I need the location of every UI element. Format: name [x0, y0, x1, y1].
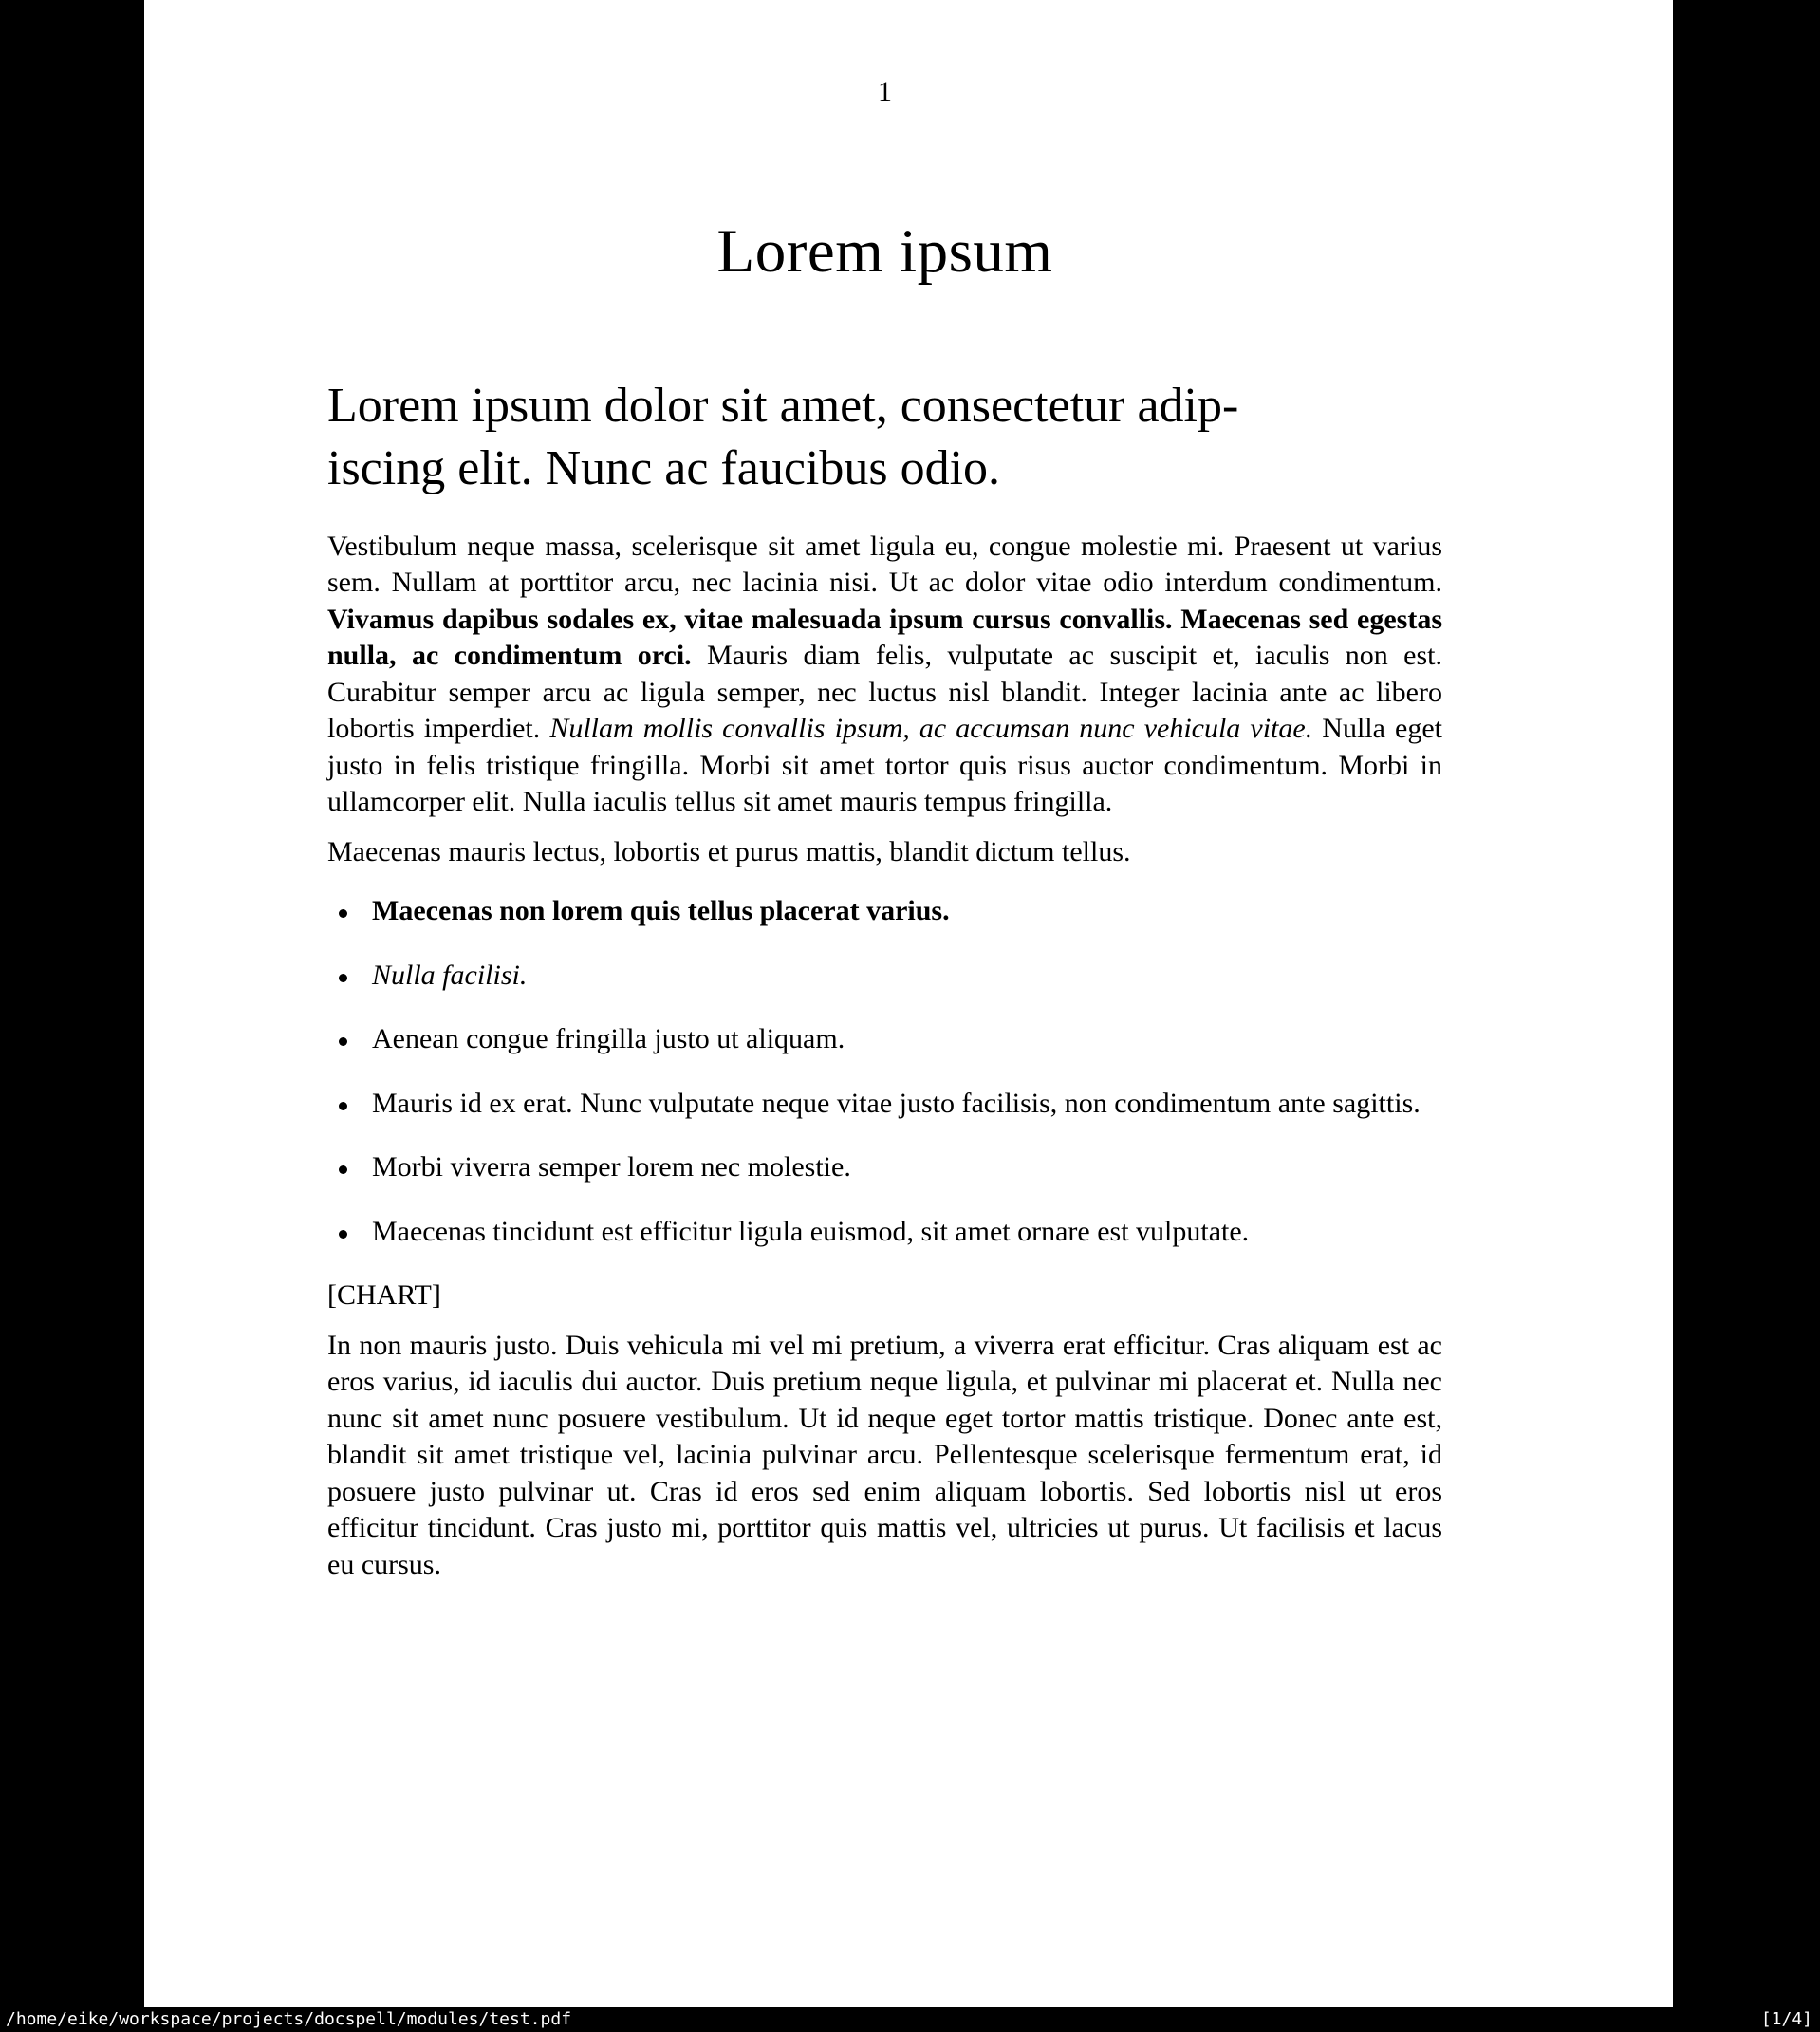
bullet-marker	[339, 1037, 347, 1046]
list-item	[327, 1214, 1442, 1251]
list-item	[327, 893, 1442, 930]
text-segment-normal: Nulla eget justo in felis tristique fringilla. Morbi sit amet tortor quis risus auctor condimentum. Morbi in ullamcorper elit. Nulla iaculis tellus sit amet mauris tempus fringilla.	[327, 713, 1442, 818]
list-item	[327, 1149, 1442, 1186]
bullet-marker	[339, 1102, 347, 1110]
paragraph-1	[327, 529, 1442, 821]
text-segment-normal: Vestibulum neque massa, scelerisque sit amet ligula eu, congue molestie mi. Praesent ut varius sem. Nullam at porttitor arcu, nec lacinia nisi. Ut ac dolor vitae odio interdum condimentum.	[327, 530, 1442, 599]
bullet-marker	[339, 974, 347, 982]
page-number: 1	[878, 76, 892, 107]
list-item	[327, 1021, 1442, 1058]
list-item-text: Maecenas tincidunt est efficitur ligula euismod, sit amet ornare est vulputate.	[372, 1215, 1250, 1247]
status-bar	[0, 2007, 1820, 2032]
statusbar-file-path: /home/eike/workspace/projects/docspell/modules/test.pdf	[6, 2008, 572, 2029]
bullet-marker	[339, 1230, 347, 1239]
list-item	[327, 1086, 1442, 1123]
section-heading	[327, 375, 1442, 500]
statusbar-page-indicator: [1/4]	[1760, 2008, 1812, 2029]
document-title: Lorem ipsum	[716, 217, 1053, 286]
heading-line: iscing elit. Nunc ac faucibus odio.	[327, 440, 1001, 495]
bullet-list	[327, 893, 1442, 1250]
pdf-page	[144, 0, 1673, 2007]
list-item	[327, 958, 1442, 995]
bullet-marker	[339, 909, 347, 918]
list-item-text: Aenean congue fringilla justo ut aliquam.	[372, 1023, 845, 1055]
text-segment-italic: Nullam mollis convallis ipsum, ac accumsan nunc vehicula vitae.	[549, 713, 1313, 745]
text-segment-normal: Mauris diam felis, vulputate ac suscipit et, iaculis non est. Curabitur semper arcu ac ligula semper, nec luctus nisl blandit. Integer lacinia ante ac libero lobortis imperdiet.	[327, 640, 1442, 745]
heading-line: Lorem ipsum dolor sit amet, consectetur adip-	[327, 378, 1239, 433]
list-item-text: Maecenas non lorem quis tellus placerat varius.	[372, 895, 950, 927]
bullet-marker	[339, 1165, 347, 1174]
paragraph-2: Maecenas mauris lectus, lobortis et purus mattis, blandit dictum tellus.	[327, 835, 1131, 867]
list-item-text: Mauris id ex erat. Nunc vulputate neque vitae justo facilisis, non condimentum ante sagittis.	[372, 1087, 1421, 1119]
paragraph-3: In non mauris justo. Duis vehicula mi vel mi pretium, a viverra erat efficitur. Cras aliquam est ac eros varius, id iaculis dui auctor. Duis pretium neque ligula, et pulvinar mi placerat et. Nulla nec nunc sit amet nunc posuere vestibulum. Ut id neque eget tortor mattis tristique. Donec ante est, blandit sit amet tristique vel, lacinia pulvinar arcu. Pellentesque scelerisque fermentum erat, id posuere justo pulvinar ut. Cras id eros sed enim aliquam lobortis. Sed lobortis nisl ut eros efficitur tincidunt. Cras justo mi, porttitor quis mattis vel, ultricies ut purus. Ut facilisis et lacus eu cursus.	[327, 1329, 1442, 1580]
list-item-text: Nulla facilisi.	[372, 959, 528, 991]
chart-placeholder: [CHART]	[327, 1279, 441, 1312]
text-segment-bold: Vivamus dapibus sodales ex, vitae malesuada ipsum cursus convallis. Maecenas sed egestas nulla, ac condimentum orci.	[327, 603, 1442, 672]
list-item-text: Morbi viverra semper lorem nec molestie.	[372, 1151, 851, 1184]
